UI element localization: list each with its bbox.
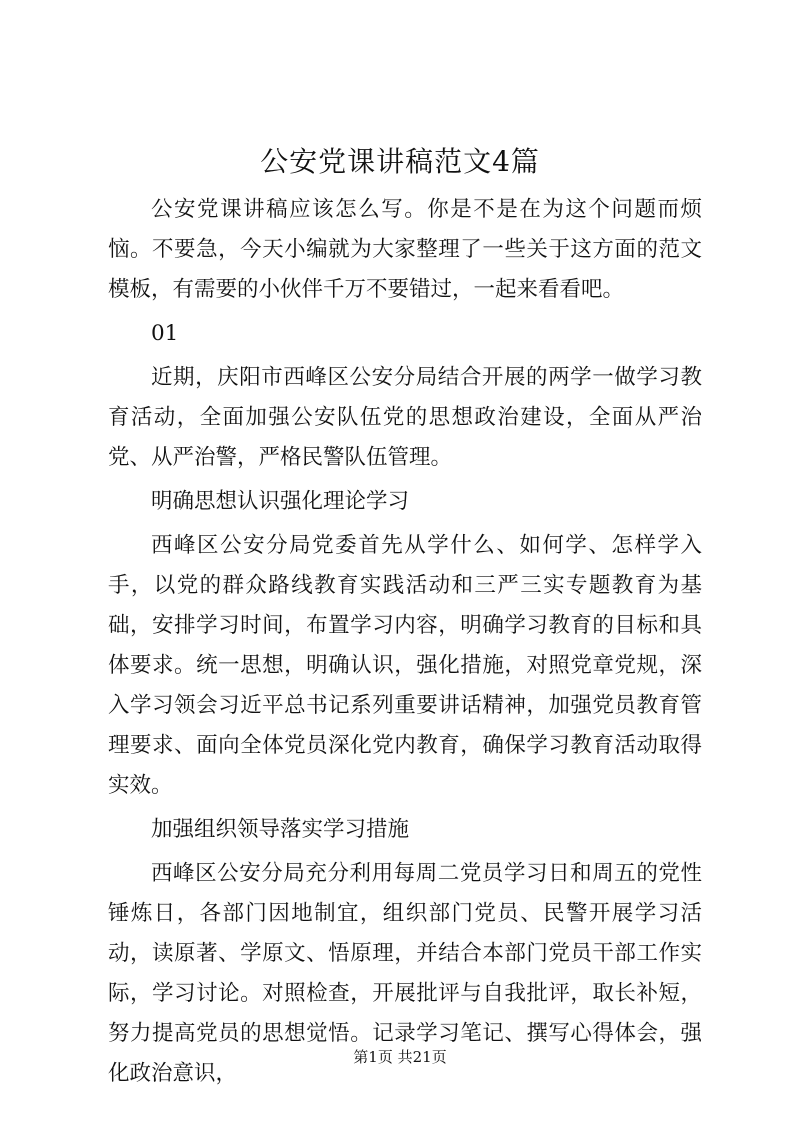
- document-body: [108, 190, 702, 1098]
- paragraph: 西峰区公安分局党委首先从学什么、如何学、怎样学入手，以党的群众路线教育实践活动和三严三实专题教育为基础，安排学习时间，布置学习内容，明确学习教育的目标和具体要求。统一思想，明确认识，强化措施，对照党章党规，深入学习领会习近平总书记系列重要讲话精神，加强党员教育管理要求、面向全体党员深化党内教育，确保学习教育活动取得实效。: [108, 533, 702, 798]
- page-title: 公安党课讲稿范文4篇: [260, 145, 540, 178]
- section-number: 01: [151, 321, 179, 346]
- paragraph: 西峰区公安分局充分利用每周二党员学习日和周五的党性锤炼日，各部门因地制宜，组织部门党员、民警开展学习活动，读原著、学原文、悟原理，并结合本部门党员干部工作实际，学习讨论。对照检查，开展批评与自我批评，取长补短，努力提高党员的思想觉悟。记录学习笔记、撰写心得体会，强化政治意识，: [108, 861, 702, 1086]
- section-heading: 加强组织领导落实学习措施: [151, 817, 410, 842]
- page-footer: 第1页 共21页: [353, 1048, 447, 1066]
- section-heading: 明确思想认识强化理论学习: [151, 489, 410, 514]
- paragraph: 近期，庆阳市西峰区公安分局结合开展的两学一做学习教育活动，全面加强公安队伍党的思想政治建设，全面从严治党、从严治警，严格民警队伍管理。: [108, 365, 702, 470]
- intro-paragraph: 公安党课讲稿应该怎么写。你是不是在为这个问题而烦恼。不要急，今天小编就为大家整理了一些关于这方面的范文模板，有需要的小伙伴千万不要错过，一起来看看吧。: [108, 197, 702, 302]
